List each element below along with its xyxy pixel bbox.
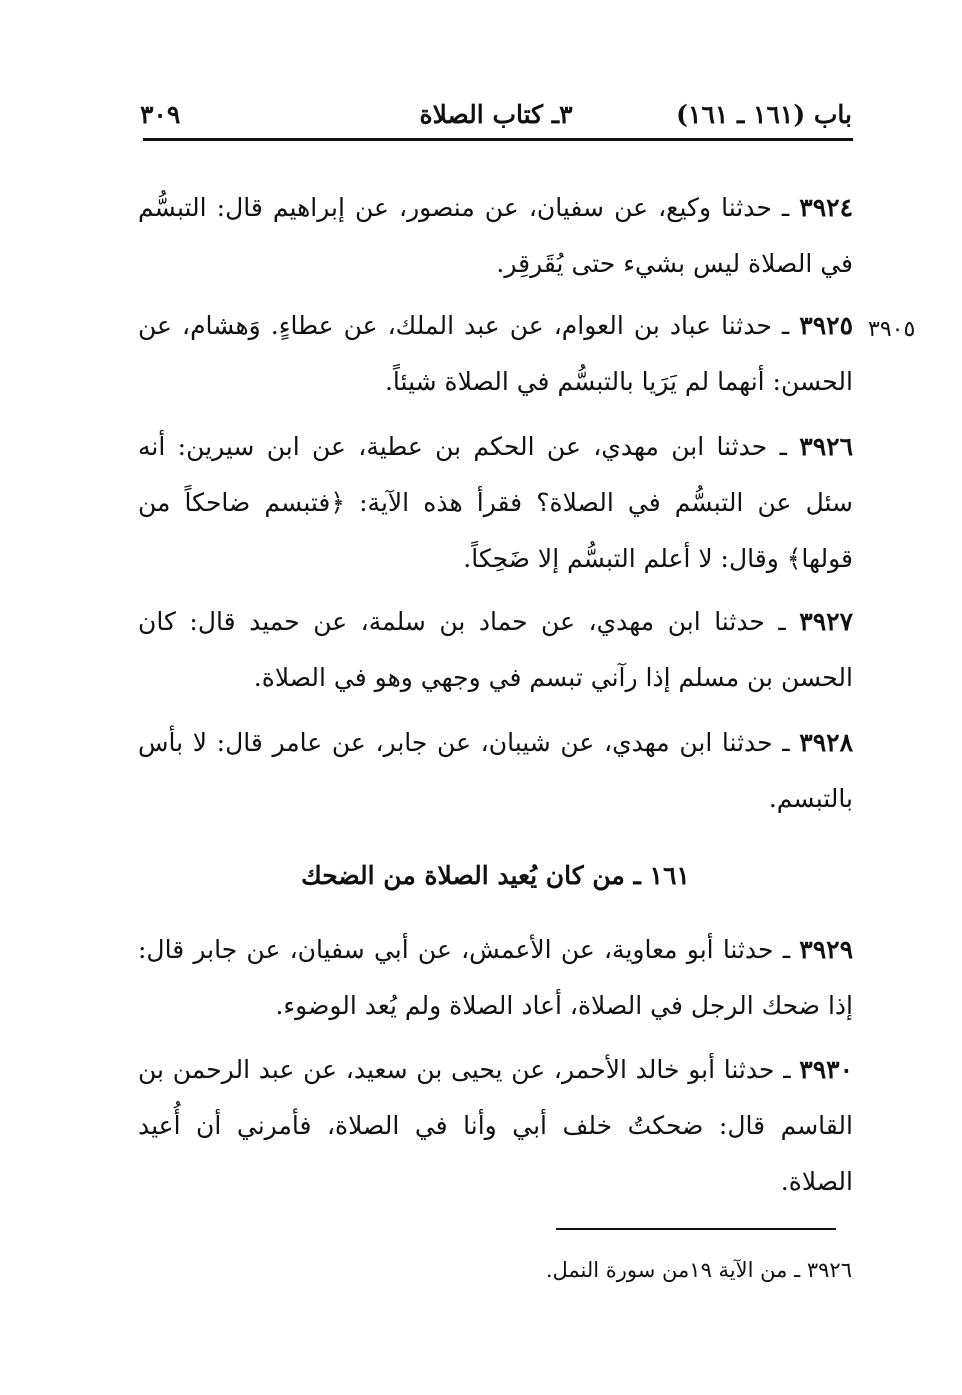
hadith-number: ٣٩٣٠ [799,1055,853,1084]
hadith-text: ـ حدثنا أبو خالد الأحمر، عن يحيى بن سعيد، عن عبد الرحمن بن القاسم قال: ضحكتُ خلف أبي وأنا في الصلاة، فأمرني أن أُعيد الصلاة. [138,1055,853,1196]
hadith-3930 [138,1042,853,1210]
hadith-3926 [138,419,853,587]
chapter-range: باب (١٦١ ـ ١٦١) [676,100,852,129]
hadith-number: ٣٩٢٤ [799,193,853,222]
hadith-3925 [138,298,853,410]
page-number: ٣٠٩ [140,100,181,129]
hadith-3924 [138,180,853,292]
book-title: ٣ـ كتاب الصلاة [419,100,573,129]
hadith-text: ـ حدثنا ابن مهدي، عن الحكم بن عطية، عن ابن سيرين: أنه سئل عن التبسُّم في الصلاة؟ فقرأ هذه الآية: ﴿فتبسم ضاحكاً من قولها﴾ وقال: لا أعلم التبسُّم إلا ضَحِكاً. [138,432,853,573]
hadith-3927 [138,594,853,706]
header-rule [143,138,853,141]
page-header [140,92,852,136]
hadith-number: ٣٩٢٥ [799,311,853,340]
footnote-rule [556,1228,836,1230]
margin-number: ٣٩٠٥ [868,317,916,342]
hadith-text: ـ حدثنا ابن مهدي، عن شيبان، عن جابر، عن عامر قال: لا بأس بالتبسم. [138,728,853,813]
hadith-number: ٣٩٢٩ [799,935,853,964]
hadith-text: ـ حدثنا عباد بن العوام، عن عبد الملك، عن عطاءٍ. وَهشام، عن الحسن: أنهما لم يَرَيا بالتبسُّم في الصلاة شيئاً. [138,311,853,396]
footnote: ٣٩٢٦ ـ من الآية ١٩من سورة النمل. [545,1258,852,1282]
hadith-text: ـ حدثنا ابن مهدي، عن حماد بن سلمة، عن حميد قال: كان الحسن بن مسلم إذا رآني تبسم في وجهي وهو في الصلاة. [138,607,853,692]
hadith-number: ٣٩٢٨ [799,728,853,757]
hadith-number: ٣٩٢٧ [799,607,853,636]
section-title: ١٦١ ـ من كان يُعيد الصلاة من الضحك [301,861,690,890]
hadith-text: ـ حدثنا وكيع، عن سفيان، عن منصور، عن إبراهيم قال: التبسُّم في الصلاة ليس بشيء حتى يُقَرقِر. [138,193,853,278]
hadith-number: ٣٩٢٦ [799,432,853,461]
hadith-text: ـ حدثنا أبو معاوية، عن الأعمش، عن أبي سفيان، عن جابر قال: إذا ضحك الرجل في الصلاة، أعاد الصلاة ولم يُعد الوضوء. [138,935,853,1020]
hadith-3929 [138,922,853,1034]
hadith-3928 [138,715,853,827]
